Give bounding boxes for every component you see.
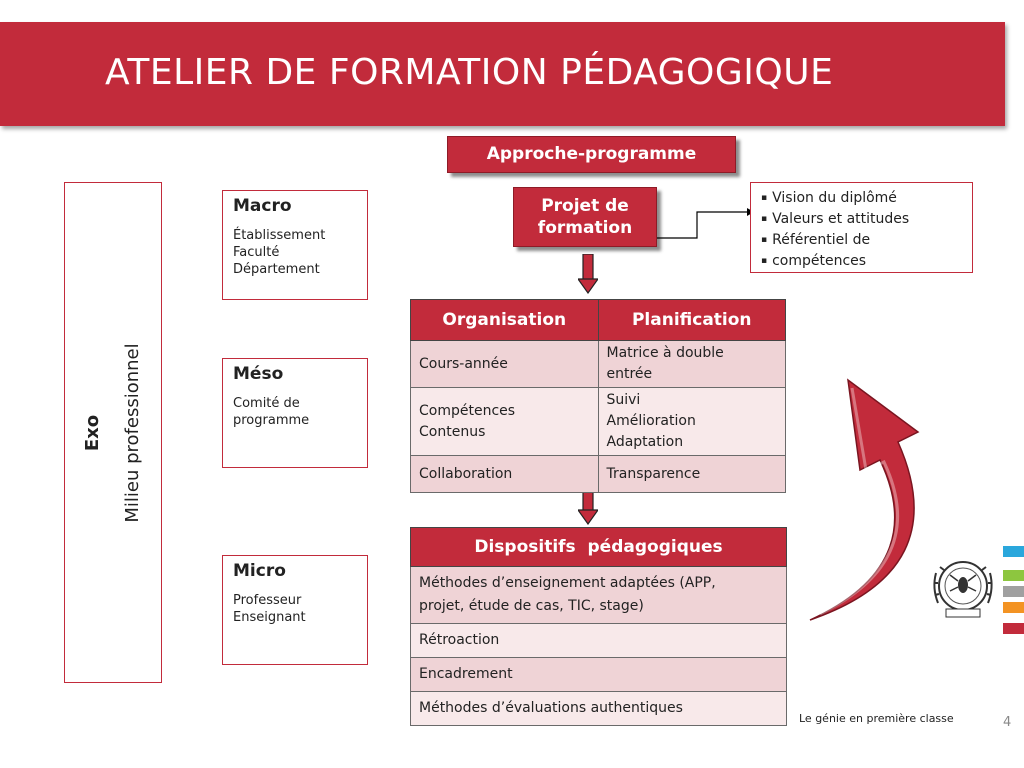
- meso-box: [222, 358, 368, 468]
- footer-tagline: Le génie en première classe: [799, 712, 954, 725]
- macro-line: Faculté: [233, 245, 280, 260]
- macro-line: Établissement: [233, 228, 326, 243]
- table-row: [411, 624, 787, 658]
- stripe: [1003, 623, 1024, 634]
- meso-line: programme: [233, 413, 310, 428]
- meso-title: Méso: [233, 364, 284, 384]
- table-cell: Rétroaction: [411, 624, 787, 658]
- vision-list: [750, 182, 973, 273]
- table-row: [411, 388, 786, 456]
- down-arrow-icon: [578, 254, 598, 294]
- header-dispositifs: Dispositifs pédagogiques: [411, 528, 787, 567]
- table-row: [411, 456, 786, 493]
- table-cell: Collaboration: [411, 456, 599, 493]
- approche-programme-box: Approche-programme: [447, 136, 736, 173]
- table-header-row: [411, 528, 787, 567]
- meso-line: Comité de: [233, 396, 300, 411]
- milieu-label: Milieu professionnel: [122, 342, 143, 523]
- table-cell: Compétences Contenus: [411, 388, 599, 456]
- exo-label: Exo: [82, 414, 103, 451]
- curved-up-arrow-icon: [790, 370, 930, 630]
- connector-arrow-icon: [655, 205, 755, 245]
- table-row: [411, 341, 786, 388]
- table-cell: Méthodes d’enseignement adaptées (APP, projet, étude de cas, TIC, stage): [411, 567, 787, 624]
- title-banner: [0, 22, 1005, 126]
- micro-line: Enseignant: [233, 610, 306, 625]
- polytechnique-seal-icon: [930, 553, 996, 623]
- table-cell: Transparence: [598, 456, 786, 493]
- micro-title: Micro: [233, 561, 286, 581]
- table-row: [411, 658, 787, 692]
- table-row: [411, 567, 787, 624]
- table-cell: Cours-année: [411, 341, 599, 388]
- table-cell: Encadrement: [411, 658, 787, 692]
- projet-line-1: Projet de: [541, 196, 629, 216]
- header-planification: Planification: [598, 300, 786, 341]
- list-item: ▪ Référentiel de: [761, 232, 871, 248]
- stripe: [1003, 586, 1024, 597]
- page-title: ATELIER DE FORMATION PÉDAGOGIQUE: [105, 52, 834, 93]
- list-item: ▪ Vision du diplômé: [761, 190, 897, 206]
- projet-line-2: formation: [537, 218, 633, 238]
- macro-box: [222, 190, 368, 300]
- projet-formation-box: [513, 187, 657, 247]
- list-item: ▪ Valeurs et attitudes: [761, 211, 910, 227]
- table-row: [411, 692, 787, 726]
- dispositifs-table: [410, 527, 787, 726]
- table-cell: Suivi Amélioration Adaptation: [598, 388, 786, 456]
- table-header-row: [411, 300, 786, 341]
- macro-line: Département: [233, 262, 320, 277]
- macro-title: Macro: [233, 196, 292, 216]
- page-number: 4: [1003, 715, 1012, 730]
- stripe: [1003, 570, 1024, 581]
- micro-box: [222, 555, 368, 665]
- header-organisation: Organisation: [411, 300, 599, 341]
- organisation-table: [410, 299, 786, 493]
- exo-box: [64, 182, 162, 683]
- table-cell: Méthodes d’évaluations authentiques: [411, 692, 787, 726]
- list-item: ▪ compétences: [761, 253, 867, 269]
- stripe: [1003, 546, 1024, 557]
- stripe: [1003, 602, 1024, 613]
- brand-stripes: [1003, 546, 1024, 634]
- micro-line: Professeur: [233, 593, 302, 608]
- table-cell: Matrice à double entrée: [598, 341, 786, 388]
